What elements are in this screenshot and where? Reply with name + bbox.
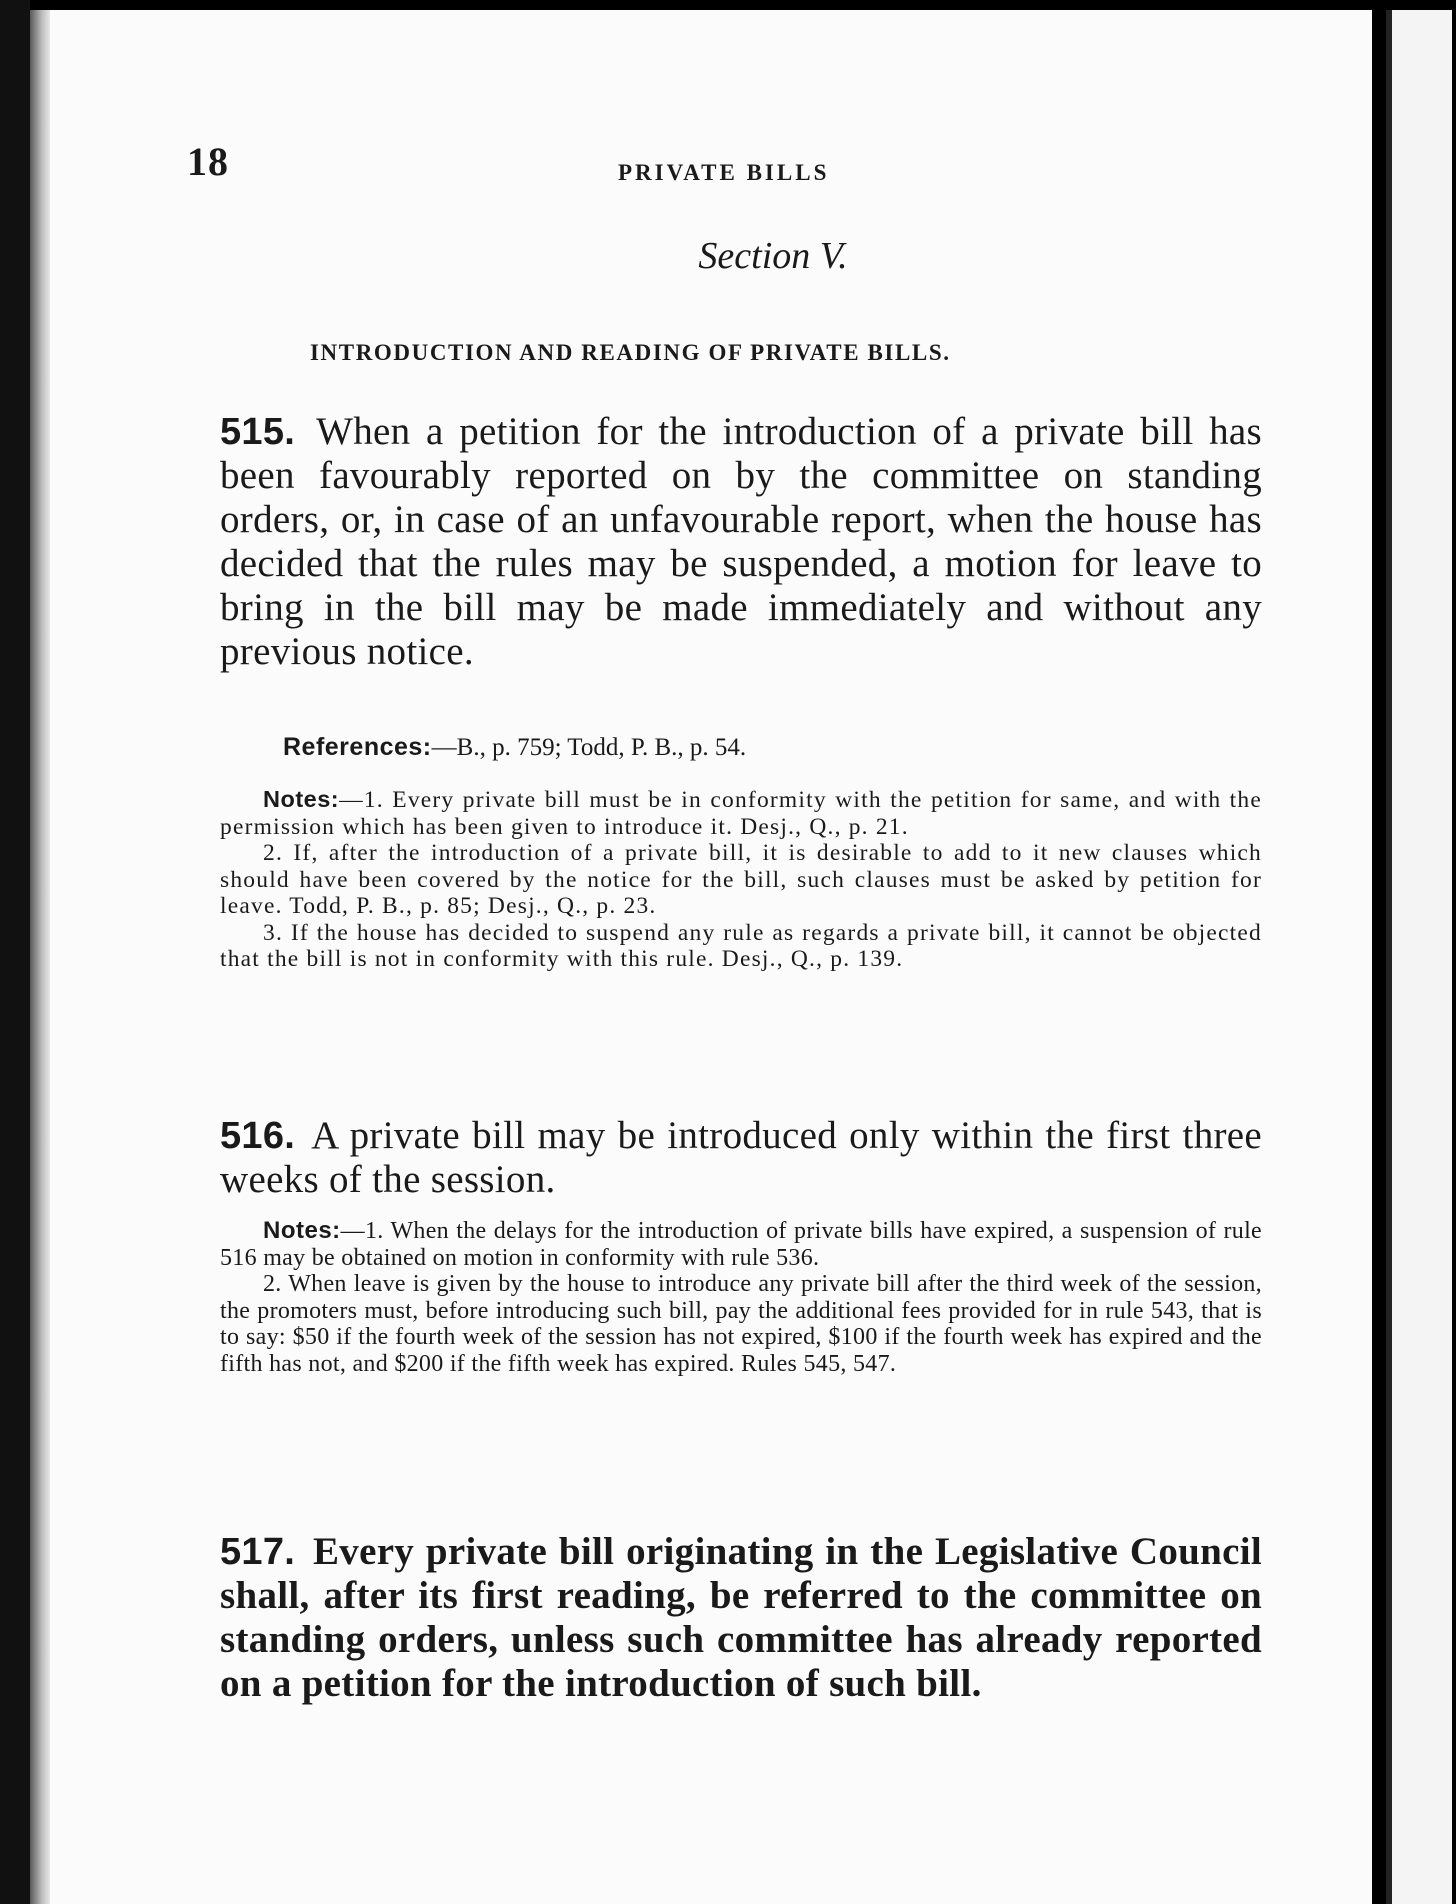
scan-top-border bbox=[0, 0, 1456, 10]
note-item: 3. If the house has decided to suspend any rule as regards a private bill, it cannot be objected that the bill is not in conformity with this rule. Desj., Q., p. 139. bbox=[220, 919, 1262, 972]
section-subtitle: INTRODUCTION AND READING OF PRIVATE BILLS. bbox=[310, 340, 951, 365]
rule-515-references bbox=[283, 732, 1263, 763]
rule-515 bbox=[220, 410, 1262, 674]
rule-number: 515. bbox=[220, 411, 296, 453]
note-text: —1. Every private bill must be in conformity with the petition for same, and with the permission which has been given to introduce it. Desj., Q., p. 21. bbox=[220, 787, 1262, 840]
rule-text: When a petition for the introduction of a private bill has been favourably reported on by the committee on standing orders, or, in case of an unfavourable report, when the house has decided that the rules may be suspended, a motion for leave to bring in the bill may be made immediately and without any previous notice. bbox=[220, 410, 1262, 673]
note-item bbox=[220, 786, 1262, 840]
next-page-edge bbox=[1386, 10, 1452, 1904]
section-title: Section V. bbox=[698, 235, 848, 277]
references-text: —B., p. 759; Todd, P. B., p. 54. bbox=[431, 734, 747, 761]
rule-516 bbox=[220, 1114, 1262, 1202]
scan-right-border bbox=[1372, 10, 1456, 1904]
book-gutter bbox=[30, 10, 50, 1904]
rule-516-notes bbox=[220, 1218, 1262, 1377]
rule-number: 516. bbox=[220, 1115, 296, 1157]
rule-text: A private bill may be introduced only within the first three weeks of the session. bbox=[220, 1114, 1263, 1201]
note-item: 2. When leave is given by the house to introduce any private bill after the third week of the session, the promoters must, before introducing such bill, pay the additional fees provided for in rule 543, that is to say: $50 if the fourth week of the session has not expired, $100 if the fourth week has expired and the fifth has not, and $200 if the fifth week has expired. Rules 545, 547. bbox=[220, 1271, 1262, 1377]
note-item bbox=[220, 1218, 1262, 1271]
rule-515-notes bbox=[220, 786, 1262, 973]
note-text: —1. When the delays for the introduction of private bills have expired, a suspension of rule 516 may be obtained on motion in conformity with rule 536. bbox=[220, 1218, 1262, 1271]
rule-number: 517. bbox=[220, 1531, 296, 1573]
notes-label: Notes: bbox=[263, 1217, 341, 1244]
notes-label: Notes: bbox=[263, 786, 340, 812]
rule-517 bbox=[220, 1530, 1262, 1706]
references-label: References: bbox=[283, 733, 432, 761]
scan-left-border bbox=[0, 0, 30, 1904]
running-head: PRIVATE BILLS bbox=[618, 160, 830, 185]
page-number: 18 bbox=[187, 139, 229, 184]
note-item: 2. If, after the introduction of a private bill, it is desirable to add to it new clauses which should have been covered by the notice for the bill, such clauses must be asked by petition for leave. Todd, P. B., p. 85; Desj., Q., p. 23. bbox=[220, 840, 1262, 919]
rule-text: Every private bill originating in the Legislative Council shall, after its first reading, be referred to the committee on standing orders, unless such committee has already reported on a petition for the introduction of such bill. bbox=[220, 1530, 1262, 1705]
